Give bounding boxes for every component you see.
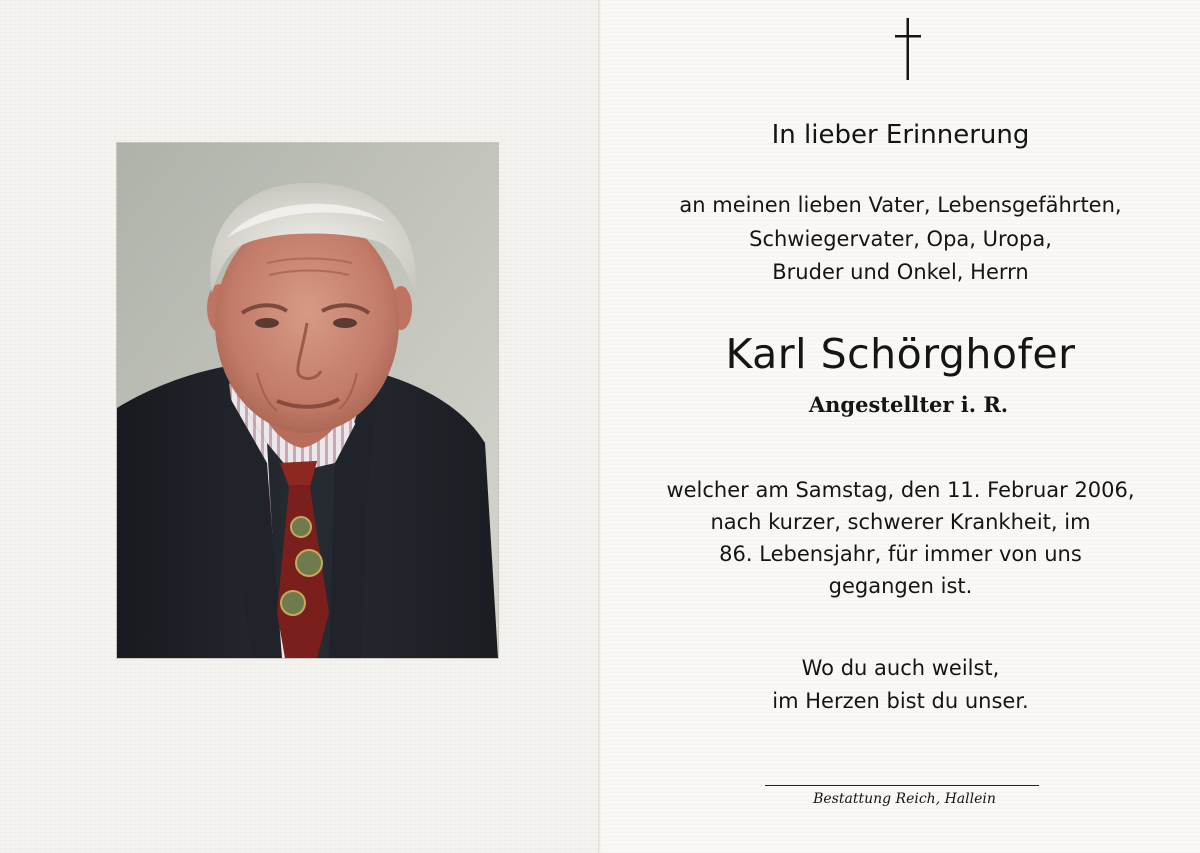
cross-icon [895, 18, 921, 80]
heading: In lieber Erinnerung [771, 120, 1030, 150]
signature-rule [765, 785, 1039, 786]
body-line: gegangen ist. [828, 574, 973, 598]
portrait-photo [117, 143, 498, 658]
funeral-home: Bestattung Reich, Hallein [813, 791, 996, 807]
body-line: welcher am Samstag, den 11. Februar 2006, [666, 478, 1135, 502]
deceased-title: Angestellter i. R. [808, 392, 1009, 417]
intro-line: Schwiegervater, Opa, Uropa, [749, 227, 1052, 251]
text-column [601, 0, 1200, 853]
verse-line: Wo du auch weilst, [801, 656, 1000, 680]
intro-line: Bruder und Onkel, Herrn [772, 260, 1029, 284]
body-line: nach kurzer, schwerer Krankheit, im [710, 510, 1091, 534]
verse-line: im Herzen bist du unser. [772, 689, 1029, 713]
deceased-name: Karl Schörghofer [725, 330, 1076, 378]
intro-line: an meinen lieben Vater, Lebensgefährten, [679, 193, 1122, 217]
body-line: 86. Lebensjahr, für immer von uns [719, 542, 1082, 566]
